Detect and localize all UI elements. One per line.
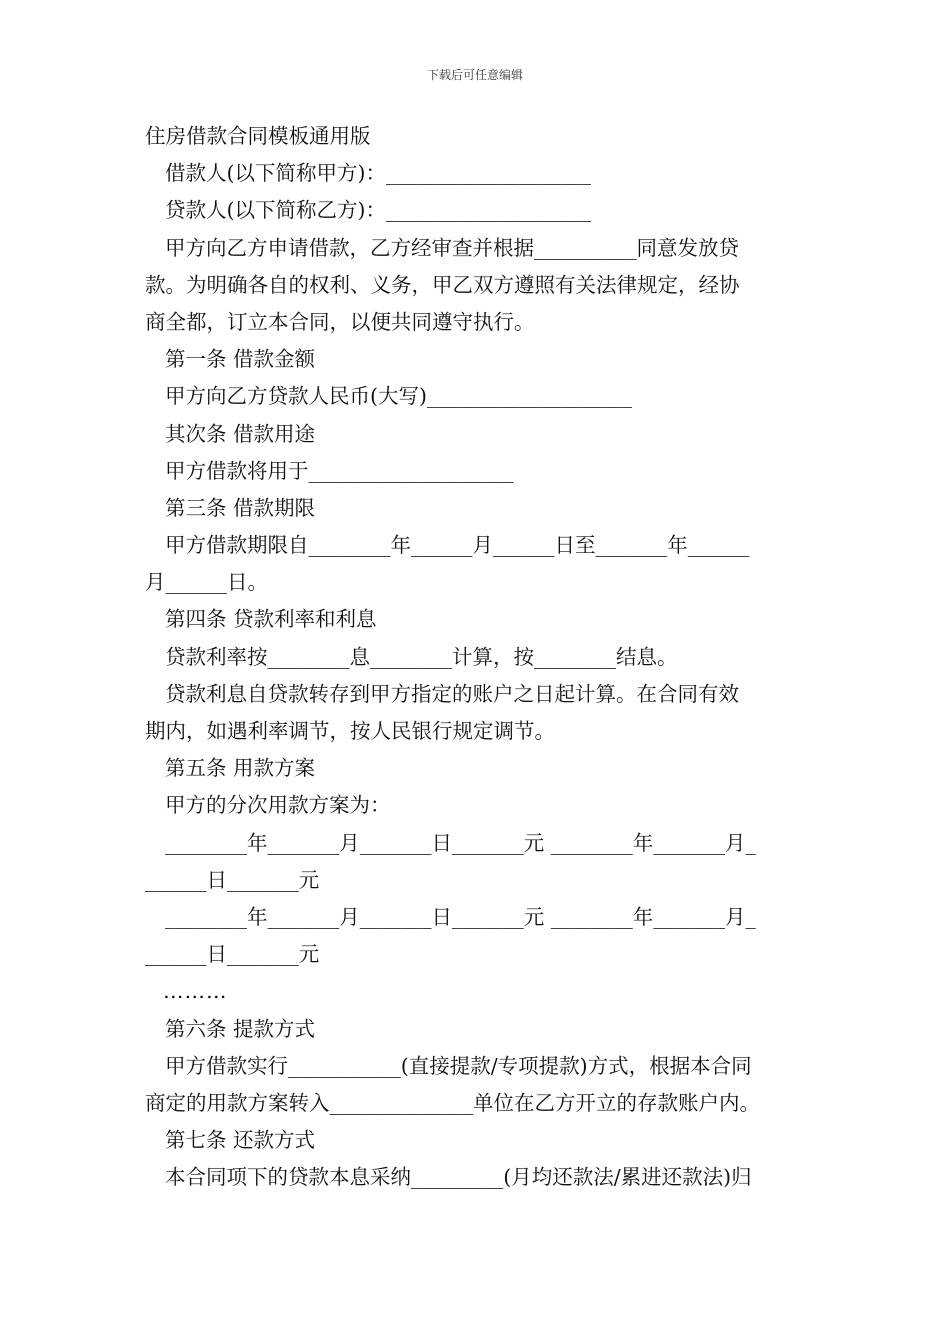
schedule-row-1b: ______日_______元 <box>145 867 320 892</box>
article-3-text-1: 甲方借款期限自________年______月______日至_______年______ <box>165 533 750 558</box>
article-4-heading: 第四条 贷款利率和利息 <box>165 607 377 632</box>
preamble-line-2: 款。为明确各自的权利、义务，甲乙双方遵照有关法律规定，经协 <box>145 272 740 297</box>
article-3-text-2: 月______日。 <box>145 570 268 595</box>
article-1-text: 甲方向乙方贷款人民币(大写)____________________ <box>165 384 632 409</box>
lender-line: 贷款人(以下简称乙方)：____________________ <box>165 198 591 223</box>
article-5-text: 甲方的分次用款方案为： <box>165 793 391 818</box>
preamble-line-3: 商全都，订立本合同，以便共同遵守执行。 <box>145 309 535 334</box>
article-2-text: 甲方借款将用于____________________ <box>165 458 514 483</box>
ellipsis: ……… <box>163 979 228 1004</box>
borrower-line: 借款人(以下简称甲方)：____________________ <box>165 161 591 186</box>
schedule-row-2b: ______日_______元 <box>145 942 320 967</box>
preamble-line-1: 甲方向乙方申请借款，乙方经审查并根据__________同意发放贷 <box>165 235 739 260</box>
contract-body <box>145 118 807 1196</box>
article-6-text-1: 甲方借款实行___________(直接提款/专项提款)方式，根据本合同 <box>165 1053 752 1078</box>
page-header: 下载后可任意编辑 <box>426 68 523 82</box>
article-1-heading: 第一条 借款金额 <box>165 347 316 372</box>
document-title: 住房借款合同模板通用版 <box>145 124 371 148</box>
article-4-text-1: 贷款利率按________息________计算，按________结息。 <box>165 644 678 669</box>
article-6-text-2: 商定的用款方案转入______________单位在乙方开立的存款账户内。 <box>145 1090 760 1115</box>
article-2-heading: 其次条 借款用途 <box>165 421 316 446</box>
schedule-row-2a: ________年_______月_______日_______元 ________年_______月_ <box>165 904 756 929</box>
schedule-row-1a: ________年_______月_______日_______元 ________年_______月_ <box>165 830 756 855</box>
article-6-heading: 第六条 提款方式 <box>165 1016 316 1041</box>
article-7-text: 本合同项下的贷款本息采纳_________(月均还款法/累进还款法)归 <box>165 1165 752 1190</box>
article-3-heading: 第三条 借款期限 <box>165 495 316 520</box>
article-5-heading: 第五条 用款方案 <box>165 756 316 781</box>
article-4-text-3: 期内，如遇利率调节，按人民银行规定调节。 <box>145 719 555 743</box>
article-7-heading: 第七条 还款方式 <box>165 1128 316 1153</box>
article-4-text-2: 贷款利息自贷款转存到甲方指定的账户之日起计算。在合同有效 <box>165 681 739 706</box>
